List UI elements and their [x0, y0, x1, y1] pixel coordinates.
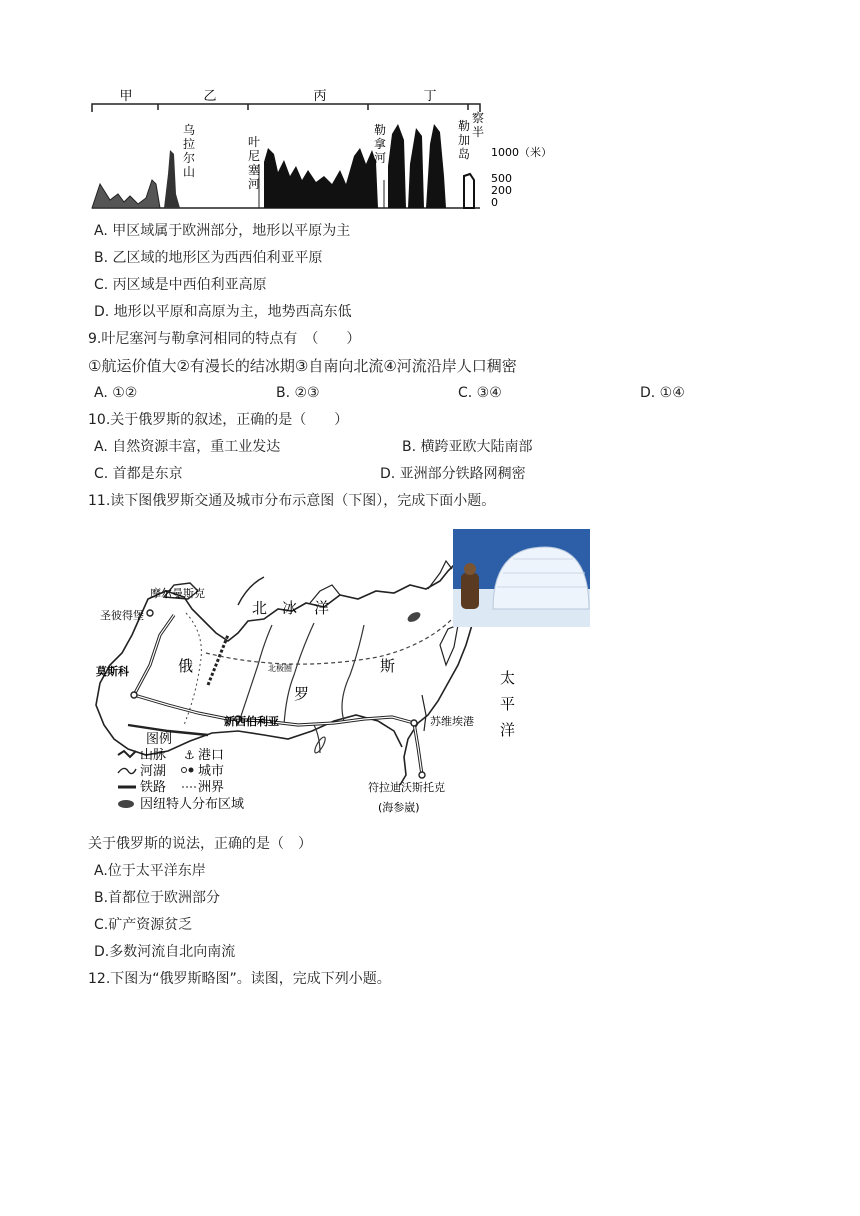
label-kamchatka: 勒加岛 察半: [458, 111, 485, 161]
label-pacific-1: 太: [500, 669, 516, 687]
label-pacific-2: 平: [500, 695, 516, 713]
legend-boundary: 洲界: [198, 780, 225, 795]
q8-option-d: D. 地形以平原和高原为主，地势西高东低: [94, 304, 352, 320]
city-vladivostok: 符拉迪沃斯托克: [368, 781, 445, 794]
region-bing: 丙: [313, 89, 327, 104]
city-sovetskaya: 苏维埃港: [430, 715, 474, 728]
city-haishenwai: (海参崴): [378, 801, 420, 814]
label-arctic-circle: 北极圈: [268, 664, 292, 673]
q11-option-c: C.矿产资源贫乏: [94, 917, 193, 933]
q8-option-a: A. 甲区域属于欧洲部分，地形以平原为主: [94, 223, 351, 239]
q10-option-c: C. 首都是东京: [94, 466, 183, 482]
label-pacific-3: 洋: [500, 721, 516, 739]
svg-text:⚓: ⚓: [184, 748, 195, 762]
label-yenisei: 叶尼塞河: [248, 135, 261, 191]
q11-sub: 关于俄罗斯的说法，正确的是（ ）: [88, 836, 312, 852]
q9-items: ①航运价值大②有漫长的结冰期③自南向北流④河流沿岸人口稠密: [88, 357, 517, 375]
q10-option-d: D. 亚洲部分铁路网稠密: [380, 466, 526, 482]
q10-option-a: A. 自然资源丰富，重工业发达: [94, 439, 281, 455]
label-arctic-2: 冰: [282, 599, 298, 617]
label-arctic-3: 洋: [314, 599, 330, 617]
label-russia-2: 罗: [294, 685, 310, 703]
scale-1000: 1000（米）: [491, 146, 552, 159]
legend-city: 城市: [198, 764, 225, 779]
scale-500: 500: [491, 172, 512, 185]
q12-stem: 12.下图为“俄罗斯略图”。读图，完成下列小题。: [88, 971, 391, 987]
region-ding: 丁: [423, 89, 437, 104]
q10-option-b: B. 横跨亚欧大陆南部: [402, 439, 533, 455]
legend-inuit: 因纽特人分布区域: [140, 797, 245, 812]
legend-mountain: 山脉: [140, 748, 167, 763]
legend-port: 港口: [198, 748, 225, 763]
q9-stem: 9.叶尼塞河与勒拿河相同的特点有 （ ）: [88, 331, 361, 347]
region-jia: 甲: [119, 89, 133, 104]
city-stpetersburg: 圣彼得堡: [100, 609, 144, 622]
q11-stem: 11.读下图俄罗斯交通及城市分布示意图（下图），完成下面小题。: [88, 493, 496, 509]
q8-option-b: B. 乙区域的地形区为西西伯利亚平原: [94, 250, 323, 266]
city-novosibirsk: 新西伯利亚: [224, 715, 279, 728]
scale-200: 200: [491, 184, 512, 197]
label-russia-3: 斯: [380, 657, 396, 675]
q11-option-b: B.首都位于欧洲部分: [94, 890, 221, 906]
legend-railway: 铁路: [140, 780, 167, 795]
label-russia-1: 俄: [178, 657, 194, 675]
q9-option-b: B. ②③: [276, 385, 320, 401]
label-lena: 勒拿河: [374, 123, 387, 165]
terrain-profile-figure: [88, 84, 566, 212]
region-yi: 乙: [203, 89, 217, 104]
q9-option-c: C. ③④: [458, 385, 502, 401]
label-ural: 乌拉尔山: [183, 123, 196, 179]
q8-option-c: C. 丙区域是中西伯利亚高原: [94, 277, 267, 293]
q10-stem: 10.关于俄罗斯的叙述，正确的是（ ）: [88, 412, 349, 428]
label-arctic-1: 北: [252, 599, 268, 617]
igloo-photo: [453, 529, 590, 627]
q11-option-d: D.多数河流自北向南流: [94, 944, 236, 960]
city-murmansk: 摩尔曼斯克: [150, 587, 205, 600]
q9-option-a: A. ①②: [94, 385, 138, 401]
q9-option-d: D. ①④: [640, 385, 685, 401]
legend-title: 图例: [146, 732, 173, 747]
q11-option-a: A.位于太平洋东岸: [94, 863, 206, 879]
scale-0: 0: [491, 196, 498, 209]
legend-river: 河湖: [140, 764, 167, 779]
city-moscow: 莫斯科: [96, 665, 129, 678]
